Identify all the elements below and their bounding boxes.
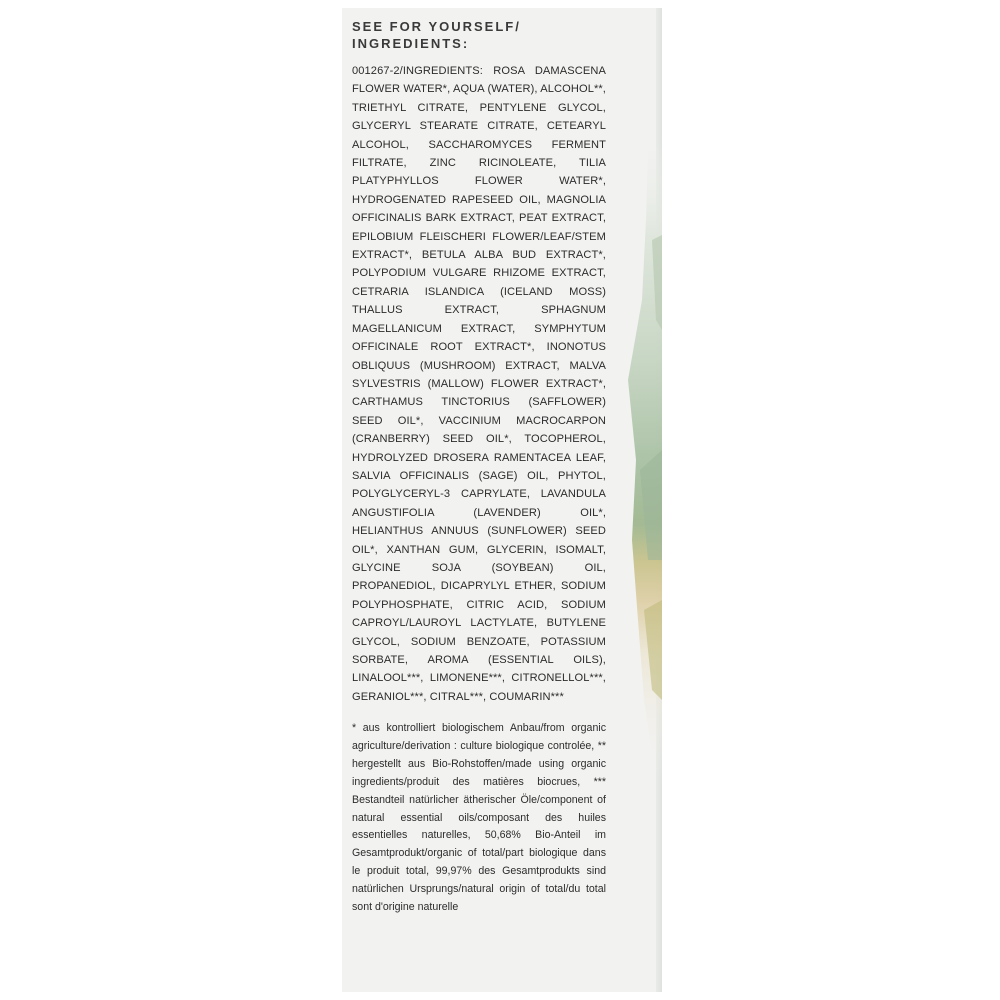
heading [352, 18, 632, 52]
ingredients-footnotes: * aus kontrolliert biologischem Anbau/from organic agriculture/derivation : culture biologique controlée, ** hergestellt aus Bio-Rohstoffen/made using organic ingredients/produit des matières biocrues, *** Bestandteil natürlicher ätherischer Öle/component of natural essential oils/composant des huiles essentielles naturelles, 50,68% Bio-Anteil im Gesamtprodukt/organic of total/part biologique dans le produit total, 99,97% des Gesamtprodukts sind natürlichen Ursprungs/natural origin of total/du total sont d'origine naturelle [352, 722, 606, 914]
ingredients-panel [342, 8, 662, 992]
heading-line-1: SEE FOR YOURSELF/ [352, 19, 521, 34]
heading-line-2: INGREDIENTS: [352, 36, 470, 51]
ingredients-list: 001267-2/INGREDIENTS: ROSA DAMASCENA FLOWER WATER*, AQUA (WATER), ALCOHOL**, TRIETHYL CITRATE, PENTYLENE GLYCOL, GLYCERYL STEARATE CITRATE, CETEARYL ALCOHOL, SACCHAROMYCES FERMENT FILTRATE, ZINC RICINOLEATE, TILIA PLATYPHYLLOS FLOWER WATER*, HYDROGENATED RAPESEED OIL, MAGNOLIA OFFICINALIS BARK EXTRACT, PEAT EXTRACT, EPILOBIUM FLEISCHERI FLOWER/LEAF/STEM EXTRACT*, BETULA ALBA BUD EXTRACT*, POLYPODIUM VULGARE RHIZOME EXTRACT, CETRARIA ISLANDICA (ICELAND MOSS) THALLUS EXTRACT, SPHAGNUM MAGELLANICUM EXTRACT, SYMPHYTUM OFFICINALE ROOT EXTRACT*, INONOTUS OBLIQUUS (MUSHROOM) EXTRACT, MALVA SYLVESTRIS (MALLOW) FLOWER EXTRACT*, CARTHAMUS TINCTORIUS (SAFFLOWER) SEED OIL*, VACCINIUM MACROCARPON (CRANBERRY) SEED OIL*, TOCOPHEROL, HYDROLYZED DROSERA RAMENTACEA LEAF, SALVIA OFFICINALIS (SAGE) OIL, PHYTOL, POLYGLYCERYL-3 CAPRYLATE, LAVANDULA ANGUSTIFOLIA (LAVENDER) OIL*, HELIANTHUS ANNUUS (SUNFLOWER) SEED OIL*, XANTHAN GUM, GLYCERIN, ISOMALT, GLYCINE SOJA (SOYBEAN) OIL, PROPANEDIOL, DICAPRYLYL ETHER, SODIUM POLYPHOSPHATE, CITRIC ACID, SODIUM CAPROYL/LAUROYL LACTYLATE, BUTYLENE GLYCOL, SODIUM BENZOATE, POTASSIUM SORBATE, AROMA (ESSENTIAL OILS), LINALOOL***, LIMONENE***, CITRONELLOL***, GERANIOL***, CITRAL***, COUMARIN*** [352, 65, 606, 703]
panel-edge [656, 8, 662, 992]
